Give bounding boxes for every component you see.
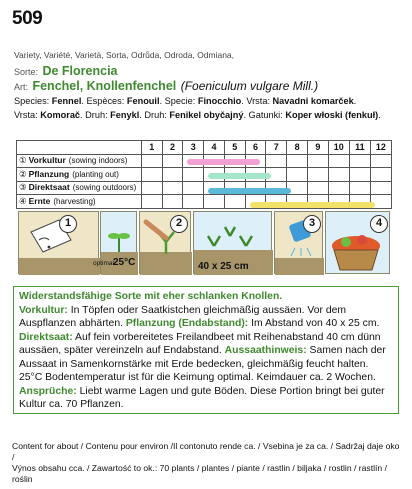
species2-label-4: .	[378, 110, 381, 120]
optimal-label: optimal:	[93, 260, 116, 267]
month-6: 6	[245, 141, 266, 155]
step-subtitle: (harvesting)	[53, 196, 96, 206]
panel-number-3: 3	[303, 215, 321, 233]
art-label: Art:	[14, 82, 29, 92]
month-9: 9	[307, 141, 328, 155]
month-12: 12	[370, 141, 391, 155]
species1-value-1: Fenouil	[126, 96, 160, 106]
step-number: ①	[19, 155, 27, 166]
panel-watering	[274, 211, 323, 274]
calendar-row-label	[17, 181, 142, 195]
calendar-bar-pflanzung	[208, 173, 271, 179]
species2-label-2: . Druh:	[139, 110, 170, 120]
month-4: 4	[204, 141, 225, 155]
species1-value-2: Finocchio	[197, 96, 242, 106]
month-5: 5	[224, 141, 245, 155]
content-footer	[12, 441, 404, 485]
species1-label-0: Species:	[14, 96, 52, 106]
description-body	[19, 304, 393, 412]
sowing-calendar	[16, 140, 392, 209]
optimal-temp: 25°C	[113, 257, 136, 268]
calendar-cell	[162, 154, 183, 168]
desc-text-0: In Töpfen oder Saatkistchen gleichmäßig aussäen. Vor dem Auspflanzen abhärten.	[19, 304, 347, 329]
calendar-cell	[141, 181, 162, 195]
month-3: 3	[183, 141, 204, 155]
calendar-cell	[349, 181, 370, 195]
species1-value-0: Fennel	[51, 96, 82, 106]
calendar-cell	[307, 181, 328, 195]
species1-label-3: . Vrsta:	[241, 96, 273, 106]
panel-planting	[139, 211, 191, 274]
calendar-row-label	[17, 168, 142, 182]
variety-line: Variety, Variété, Varietà, Sorta, Odrůda, Odroda, Odmiana,	[14, 50, 235, 60]
description-headline: Widerstandsfähige Sorte mit eher schlanken Knollen.	[19, 291, 283, 302]
calendar-bar-ernte	[250, 202, 376, 208]
sorte-label: Sorte:	[14, 67, 39, 77]
latin-name: (Foeniculum vulgare Mill.)	[180, 79, 319, 93]
species2-value-1: Fenykl	[110, 110, 140, 120]
calendar-bar-direktsaat	[208, 188, 292, 194]
step-name: Direktsaat	[28, 182, 70, 193]
species-line-2	[14, 110, 381, 120]
calendar-header-row	[17, 141, 392, 155]
calendar-cell	[162, 181, 183, 195]
species-line-1	[14, 96, 356, 106]
species1-label-1: . Espèces:	[81, 96, 127, 106]
calendar-cell	[328, 154, 349, 168]
panel-number-4: 4	[370, 215, 388, 233]
calendar-cell	[224, 195, 245, 209]
footer-line-2: Výnos obsahu cca. / Zawartość to ok.: 70 plants / plantes / piante / rastlin / biljaka / rostlin / rastlín / roślin	[12, 463, 387, 484]
calendar-cell	[183, 181, 204, 195]
calendar-cell	[328, 168, 349, 182]
species2-label-0: Vrsta:	[14, 110, 41, 120]
calendar-cell	[370, 154, 391, 168]
step-name: Vorkultur	[28, 155, 66, 166]
calendar-cell	[328, 181, 349, 195]
desc-text-3: Samen nach der Aussaat in Samenkornstärke mit Erde bedecken, gleichmäßig feucht halten. 25°C Bodentemperatur ist für die Keimung optimal. Keimdauer ca. 2 Wochen.	[19, 345, 386, 383]
panel-sowing-indoors	[18, 211, 99, 274]
desc-heading-2: Direktsaat:	[19, 331, 73, 343]
species2-label-1: . Druh:	[80, 110, 111, 120]
calendar-cell	[162, 168, 183, 182]
month-8: 8	[287, 141, 308, 155]
species2-value-0: Komorač	[40, 110, 81, 120]
month-2: 2	[162, 141, 183, 155]
desc-text-1: Im Abstand von 40 x 25 cm.	[248, 318, 380, 329]
month-7: 7	[266, 141, 287, 155]
calendar-cell	[370, 168, 391, 182]
calendar-cell	[287, 168, 308, 182]
species2-value-2: Fenikel obyčajný	[169, 110, 244, 120]
calendar-cell	[141, 154, 162, 168]
species1-label-4: .	[353, 96, 357, 106]
month-1: 1	[141, 141, 162, 155]
step-name: Pflanzung	[28, 168, 70, 179]
description-box	[13, 286, 399, 414]
calendar-cell	[307, 168, 328, 182]
step-number: ②	[19, 168, 27, 179]
desc-text-4: Liebt warme Lagen und gute Böden. Diese Portion bringt bei guter Kultur ca. 70 Pflanzen.	[19, 385, 385, 410]
calendar-row-pflanzung	[17, 168, 392, 182]
spacing-value: 40 x 25 cm	[198, 261, 249, 272]
calendar-cell	[141, 168, 162, 182]
panel-harvest	[325, 211, 390, 274]
desc-heading-4: Ansprüche:	[19, 385, 77, 397]
step-subtitle: (planting out)	[72, 169, 119, 179]
calendar-bar-vorkultur	[187, 159, 260, 165]
footer-line-1: Content for about / Contenu pour environ /Il contonuto rende ca. / Vsebina je za ca. / Sadržaj daje oko /	[12, 441, 400, 462]
art-value: Fenchel, Knollenfenchel	[32, 79, 177, 93]
panel-temperature	[93, 211, 137, 274]
calendar-cell	[162, 195, 183, 209]
calendar-row-direktsaat	[17, 181, 392, 195]
calendar-cell	[266, 154, 287, 168]
month-11: 11	[349, 141, 370, 155]
calendar-cell	[287, 154, 308, 168]
calendar-cell	[349, 168, 370, 182]
calendar-cell	[204, 195, 225, 209]
panel-spacing	[193, 211, 272, 274]
month-10: 10	[328, 141, 349, 155]
calendar-cell	[370, 181, 391, 195]
calendar-row-label	[17, 195, 142, 209]
step-subtitle: (sowing outdoors)	[72, 183, 137, 193]
calendar-cell	[183, 168, 204, 182]
species2-label-3: . Gatunki:	[243, 110, 286, 120]
calendar-cell	[141, 195, 162, 209]
desc-text-2: Auf fein vorbereitetes Freilandbeet mit Reihenabstand 40 cm dünn aussäen, später vereinzeln auf Endabstand.	[19, 331, 381, 356]
species1-value-3: Navadni komarček	[272, 96, 354, 106]
step-name: Ernte	[28, 195, 51, 206]
desc-heading-0: Vorkultur:	[19, 304, 68, 316]
calendar-cell	[307, 154, 328, 168]
art-row	[14, 77, 318, 95]
calendar-cell	[349, 154, 370, 168]
step-subtitle: (sowing indoors)	[68, 156, 128, 166]
calendar-corner	[17, 141, 142, 155]
desc-heading-3: Aussaathinweis:	[224, 345, 307, 356]
species1-label-2: . Specie:	[159, 96, 198, 106]
sorte-value: De Florencia	[42, 64, 118, 78]
panel-number-1: 1	[59, 215, 77, 233]
desc-heading-1: Pflanzung (Endabstand):	[125, 318, 249, 329]
calendar-row-label	[17, 154, 142, 168]
calendar-cell	[183, 195, 204, 209]
step-number: ④	[19, 195, 27, 206]
species2-value-3: Koper włoski (fenkuł)	[285, 110, 379, 120]
panel-number-2: 2	[170, 215, 188, 233]
step-number: ③	[19, 182, 27, 193]
product-code: 509	[12, 8, 43, 29]
